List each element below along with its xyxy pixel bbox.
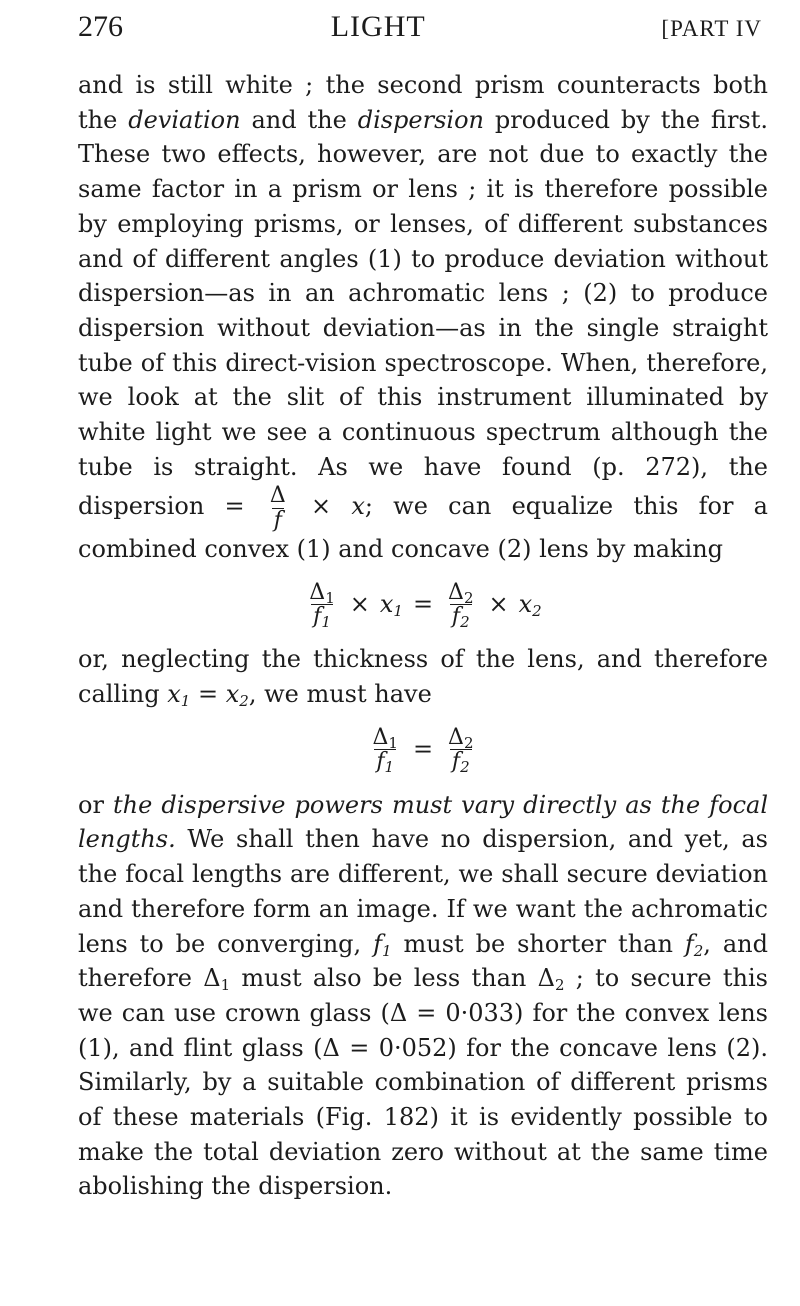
paragraph-2: or, neglecting the thickness of the lens, and therefore calling $x_1 = x_2$, we must have [78,645,768,711]
emphasis-dispersion: dispersion [357,105,484,134]
equation-1: $\frac{\Delta_1}{f_1}$ × $x_1$ = $\frac{\Delta_2}{f_2}$ × $x_2$ [309,579,542,631]
equation-2: $\frac{\Delta_1}{f_1}$ = $\frac{\Delta_2}{f_2}$ [372,725,474,777]
body-text [78,68,768,1204]
emphasis-deviation: deviation [128,105,241,134]
paragraph-3: or the dispersive powers must vary directly as the focal lengths. We shall then have no dispersion, and yet, as the focal lengths are different, we shall secure deviation and therefore form an image. If we want the achromatic lens to be converging, $f_1$ must be shorter than $f_2$, and therefore $\Delta_1$ must also be less than $\Delta_2$ ; to secure this we can use crown glass (Δ = 0·033) for the convex lens (1), and flint glass (Δ = 0·052) for the concave lens (2). Similarly, by a suitable combination of different prisms of these materials (Fig. 182) it is evidently possible to make the total deviation zero without at the same time abolishing the dispersion. [78,790,768,1201]
running-title: LIGHT [330,10,426,43]
page-header [78,10,762,50]
emphasis-dispersive-powers: the dispersive powers must vary directly as the focal lengths. [78,790,768,854]
part-label: [PART IV [661,16,762,41]
page-number: 276 [78,10,123,43]
fraction-delta-over-f: $\frac{\Delta}{f}$ [269,483,286,533]
paragraph-1: and is still white ; the second prism counteracts both the deviation and the dispersion produced by the first. These two effects, however, are not due to exactly the same factor in a prism or lens ; it is therefore possible by employing prisms, or lenses, of different substances and of different angles (1) to produce deviation without dispersion—as in an achromatic lens ; (2) to produce dispersion without deviation—as in the single straight tube of this direct-vision spectroscope. When, therefore, we look at the slit of this instrument illuminated by white light we see a continuous spectrum although the tube is straight. As we have found (p. 272), the dispersion = $\frac{\Delta}{f}$ × x; we can equalize this for a combined convex (1) and concave (2) lens by making [78,71,768,563]
